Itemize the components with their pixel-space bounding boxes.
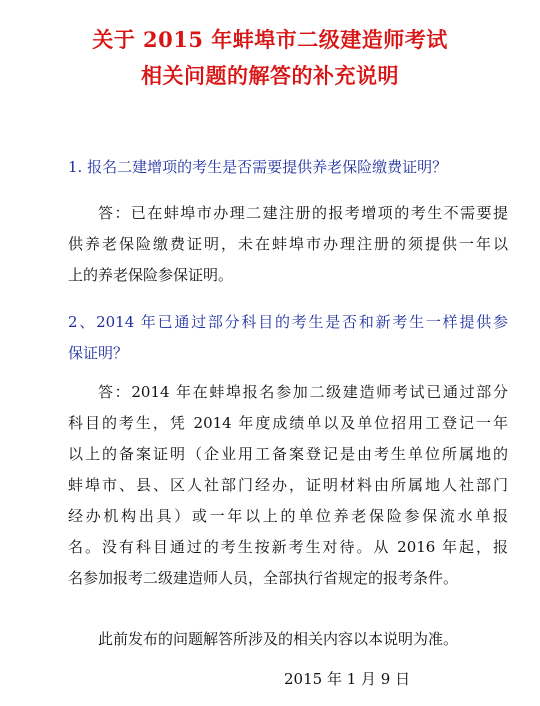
answer-1-line: 答：已在蚌埠市办理二建注册的报考增项的考生不需要提	[98, 204, 508, 222]
answer-2-line: 以上的备案证明（企业用工备案登记是由考生单位所属地的	[68, 445, 508, 463]
answer-1	[68, 198, 508, 291]
question-2	[68, 307, 508, 369]
answer-1-line: 上的养老保险参保证明。	[68, 266, 234, 284]
closing-note: 此前发布的问题解答所涉及的相关内容以本说明为准。	[98, 630, 459, 648]
answer-2-line: 名。没有科目通过的考生按新考生对待。从 2016 年起，报	[68, 538, 508, 556]
question-2-line: 2、2014 年已通过部分科目的考生是否和新考生一样提供参	[68, 313, 508, 331]
answer-2-line: 蚌埠市、县、区人社部门经办，证明材料由所属地人社部门	[68, 476, 508, 494]
document-date: 2015 年 1 月 9 日	[284, 670, 411, 688]
answer-2-line: 名参加报考二级建造师人员，全部执行省规定的报考条件。	[68, 569, 459, 587]
answer-2-line: 科目的考生，凭 2014 年度成绩单以及单位招用工登记一年	[68, 414, 508, 432]
answer-2-line: 经办机构出具）或一年以上的单位养老保险参保流水单报	[68, 507, 508, 525]
answer-2	[68, 377, 508, 594]
answer-2-line: 答：2014 年在蚌埠报名参加二级建造师考试已通过部分	[98, 383, 508, 401]
document-title-line-1: 关于 2015 年蚌埠市二级建造师考试	[92, 27, 448, 52]
question-2-line: 保证明？	[68, 344, 129, 362]
question-1: 1. 报名二建增项的考生是否需要提供养老保险缴费证明？	[68, 158, 448, 176]
document-title-line-2: 相关问题的解答的补充说明	[141, 63, 399, 88]
answer-1-line: 供养老保险缴费证明，未在蚌埠市办理注册的须提供一年以	[68, 235, 508, 253]
